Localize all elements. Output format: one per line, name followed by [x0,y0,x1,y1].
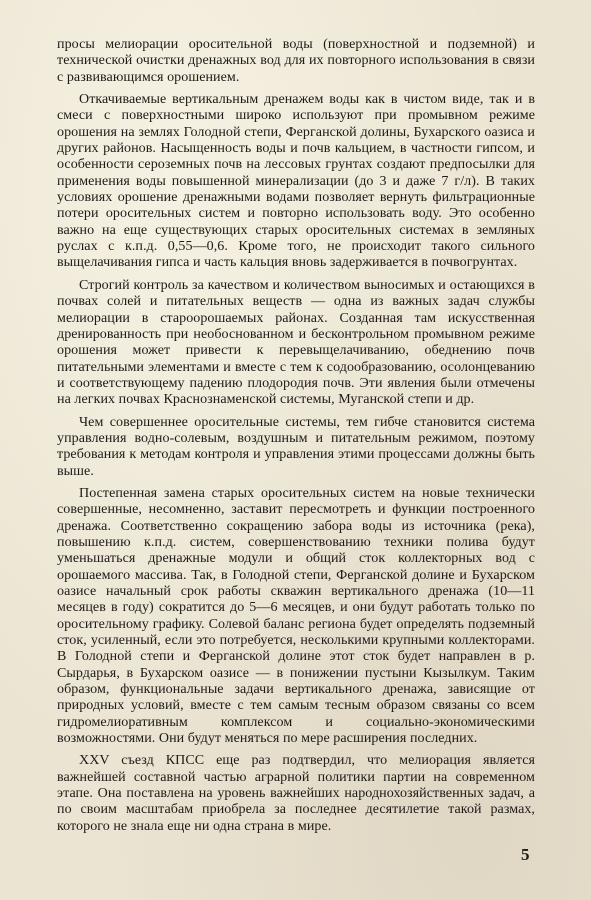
paragraph-6: XXV съезд КПСС еще раз подтвердил, что мелиорация является важнейшей составной частью аграрной политики партии на современном этапе. Она поставлена на уровень важнейших народнохозяйственных задач, а по своим масштабам приобрела за последнее десятилетие такой размах, которого не знала еще ни одна страна в мире. [57,752,535,834]
page-number: 5 [521,845,530,864]
paragraph-1: просы мелиорации оросительной воды (поверхностной и подземной) и технической очистки дренажных вод для их повторного использования в связи с развивающимся орошением. [57,36,535,85]
paragraph-3: Строгий контроль за качеством и количеством выносимых и остающихся в почвах солей и питательных веществ — одна из важных задач службы мелиорации в староорошаемых районах. Созданная там искусственная дренированность при необоснованном и бесконтрольном промывном режиме орошения может привести к перевыщелачиванию, обеднению почв питательными элементами и вместе с тем к содообразованию, осолонцеванию и соответствующему падению плодородия почв. Эти явления были отмечены на легких почвах Краснознаменской системы, Муганской степи и др. [57,276,535,408]
paragraph-4: Чем совершеннее оросительные системы, тем гибче становится система управления водно-солевым, воздушным и питательным режимом, поэтому требования к методам контроля и управления этими процессами должны быть выше. [57,413,535,479]
body-text [57,36,535,834]
paragraph-5: Постепенная замена старых оросительных систем на новые технически совершенные, несомненно, заставит пересмотреть и функции построенного дренажа. Соответственно сокращению забора воды из источника (река), повышению к.п.д. систем, совершенствованию техники полива будут уменьшаться дренажные модули и общий сток коллекторных вод с орошаемого массива. Так, в Голодной степи, Ферганской долине и Бухарском оазисе начальный срок работы скважин вертикального дренажа (10—11 месяцев в году) сократится до 5—6 месяцев, и они будут работать только по оросительному графику. Солевой баланс региона будет определять подземный сток, усиленный, если это потребуется, несколькими крупными коллекторами. В Голодной степи и Ферганской долине этот сток будет направлен в р. Сырдарья, в Бухарском оазисе — в понижении пустыни Кызылкум. Таким образом, функциональные задачи вертикального дренажа, зависящие от природных условий, вместе с тем самым тесным образом связаны со всем гидромелиоративным комплексом и социально-экономическими возможностями. Они будут меняться по мере расширения последних. [57,484,535,747]
paragraph-2: Откачиваемые вертикальным дренажем воды как в чистом виде, так и в смеси с поверхностными широко используют при промывном режиме орошения на землях Голодной степи, Ферганской долины, Бухарского оазиса и других районов. Насыщенность воды и почв кальцием, в частности гипсом, и особенности сероземных почв на лессовых грунтах создают предпосылки для применения воды повышенной минерализации (до 3 и даже 7 г/л). В таких условиях орошение дренажными водами позволяет вернуть фильтрационные потери оросительных систем и повторно использовать воду. Это особенно важно на еще существующих старых оросительных системах в земляных руслах с к.п.д. 0,55—0,6. Кроме того, не происходит такого сильного выщелачивания гипса и часть кальция вновь задерживается в почвогрунтах. [57,91,535,271]
